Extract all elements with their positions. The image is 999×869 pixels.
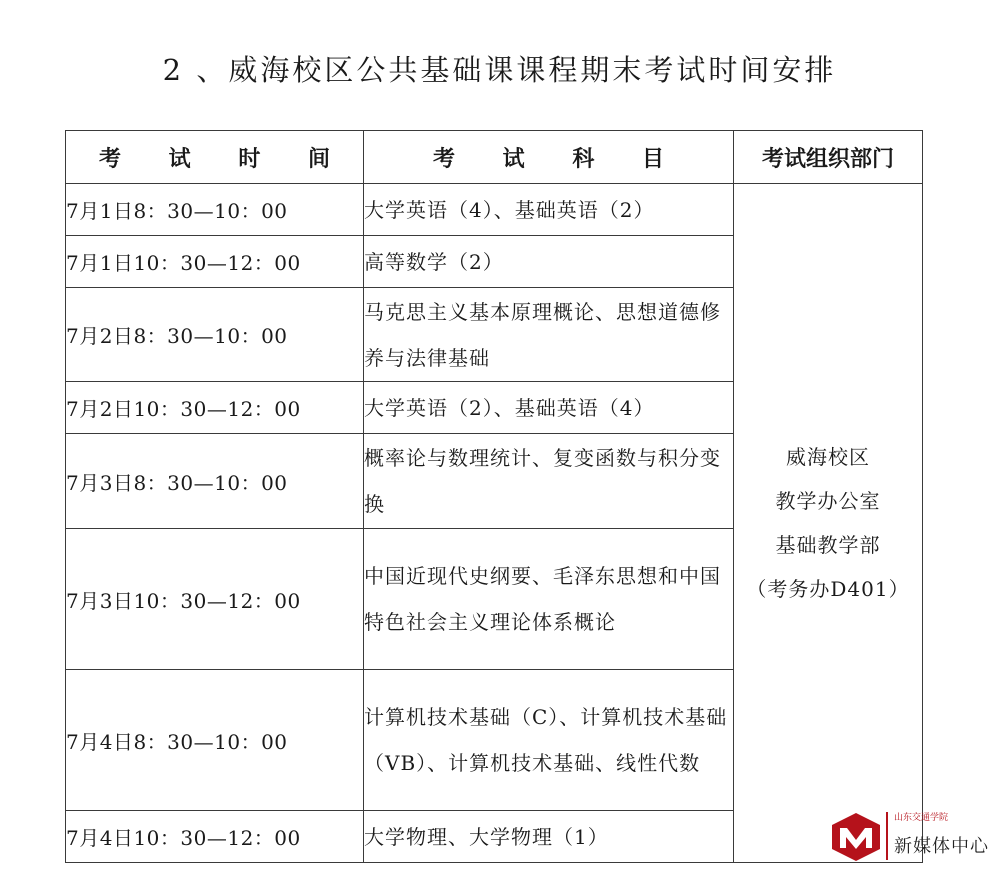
exam-time-cell: 7月3日10：30—12：00 (66, 529, 364, 670)
header-exam-subject: 考 试 科 目 (364, 131, 734, 184)
table-row (66, 184, 923, 236)
department-line: 教学办公室 (775, 489, 881, 513)
logo-divider (886, 812, 888, 860)
m-hexagon-logo-icon (830, 812, 882, 862)
exam-time-cell: 7月1日8：30—10：00 (66, 184, 364, 236)
department-line: 基础教学部 (775, 533, 881, 557)
exam-department-cell (734, 184, 923, 863)
logo-school-name: 山东交通学院 (894, 813, 949, 823)
department-line: （考务办D401） (746, 577, 910, 601)
media-center-logo (830, 808, 999, 866)
exam-time-cell: 7月2日8：30—10：00 (66, 288, 364, 382)
exam-time-cell: 7月4日8：30—10：00 (66, 670, 364, 811)
exam-time-cell: 7月1日10：30—12：00 (66, 236, 364, 288)
page-title: 2 、威海校区公共基础课课程期末考试时间安排 (162, 53, 837, 87)
logo-media-center-text: 新媒体中心 (894, 836, 989, 857)
exam-subject-cell: 中国近现代史纲要、毛泽东思想和中国特色社会主义理论体系概论 (364, 529, 734, 670)
exam-subject-cell: 高等数学（2） (364, 236, 734, 288)
exam-time-cell: 7月3日8：30—10：00 (66, 434, 364, 529)
table-header-row (66, 131, 923, 184)
exam-subject-cell: 计算机技术基础（C）、计算机技术基础（VB）、计算机技术基础、线性代数 (364, 670, 734, 811)
header-exam-department: 考试组织部门 (734, 131, 923, 184)
exam-subject-cell: 大学英语（4）、基础英语（2） (364, 184, 734, 236)
exam-schedule-table (65, 130, 923, 863)
exam-time-cell: 7月4日10：30—12：00 (66, 811, 364, 863)
exam-subject-cell: 概率论与数理统计、复变函数与积分变换 (364, 434, 734, 529)
exam-subject-cell: 马克思主义基本原理概论、思想道德修养与法律基础 (364, 288, 734, 382)
exam-subject-cell: 大学英语（2）、基础英语（4） (364, 382, 734, 434)
exam-time-cell: 7月2日10：30—12：00 (66, 382, 364, 434)
exam-subject-cell: 大学物理、大学物理（1） (364, 811, 734, 863)
department-line: 威海校区 (786, 445, 870, 469)
header-exam-time: 考 试 时 间 (66, 131, 364, 184)
